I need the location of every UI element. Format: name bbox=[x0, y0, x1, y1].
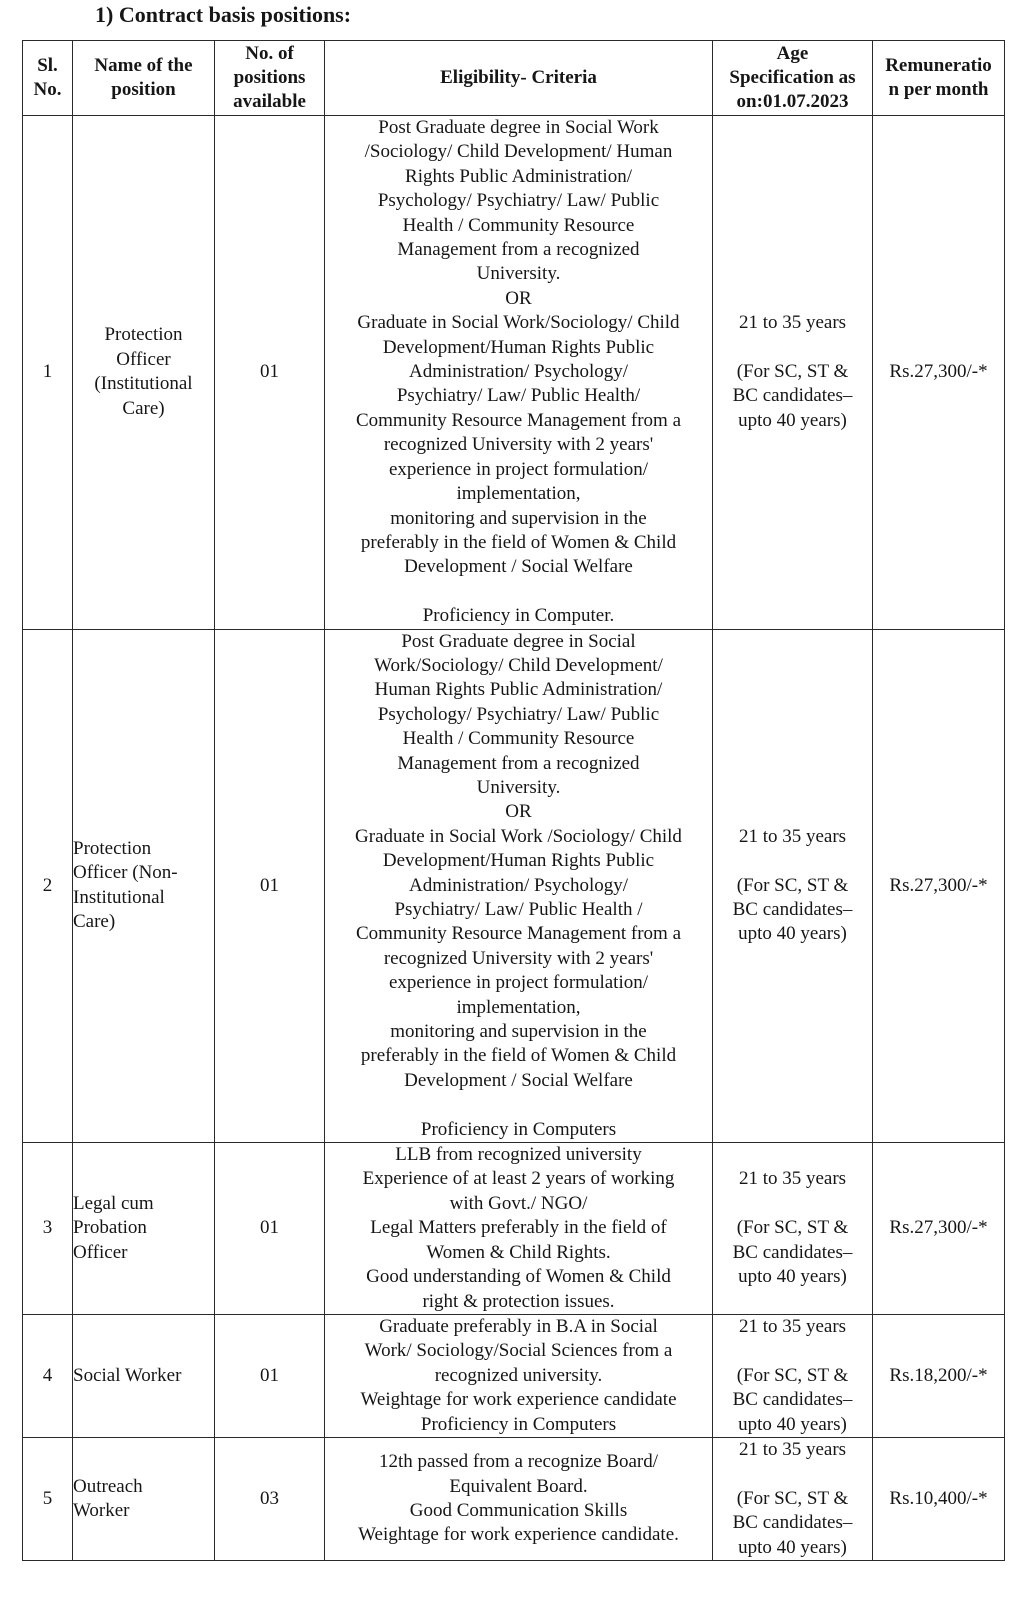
row-age: 21 to 35 years (For SC, ST & BC candidates– upto 40 years) bbox=[713, 629, 873, 1143]
row-sl-no: 3 bbox=[23, 1143, 73, 1315]
row-remuneration: Rs.27,300/-* bbox=[873, 1143, 1005, 1315]
row-age: 21 to 35 years (For SC, ST & BC candidates– upto 40 years) bbox=[713, 1143, 873, 1315]
col-header-sl-no: Sl. No. bbox=[23, 41, 73, 116]
row-position-name: Legal cum Probation Officer bbox=[73, 1143, 215, 1315]
table-row bbox=[23, 1143, 1005, 1315]
col-header-age: Age Specification as on:01.07.2023 bbox=[713, 41, 873, 116]
row-position-name: Outreach Worker bbox=[73, 1437, 215, 1560]
positions-table bbox=[22, 40, 1005, 1561]
col-header-eligibility: Eligibility- Criteria bbox=[325, 41, 713, 116]
row-positions-available: 01 bbox=[215, 116, 325, 630]
row-age: 21 to 35 years (For SC, ST & BC candidates– upto 40 years) bbox=[713, 1437, 873, 1560]
table-row bbox=[23, 629, 1005, 1143]
row-position-name: Protection Officer (Institutional Care) bbox=[73, 116, 215, 630]
row-eligibility: Post Graduate degree in Social Work/Sociology/ Child Development/ Human Rights Public Administration/ Psychology/ Psychiatry/ Law/ Public Health / Community Resource Management from a recognized University. OR Graduate in Social Work /Sociology/ Child Development/Human Rights Public Administration/ Psychology/ Psychiatry/ Law/ Public Health / Community Resource Management from a recognized University with 2 years' experience in project formulation/ implementation, monitoring and supervision in the preferably in the field of Women & Child Development / Social Welfare Proficiency in Computers bbox=[325, 629, 713, 1143]
table-row bbox=[23, 1314, 1005, 1437]
col-header-positions-available: No. of positions available bbox=[215, 41, 325, 116]
row-remuneration: Rs.10,400/-* bbox=[873, 1437, 1005, 1560]
row-positions-available: 03 bbox=[215, 1437, 325, 1560]
row-positions-available: 01 bbox=[215, 1143, 325, 1315]
col-header-remuneration: Remuneratio n per month bbox=[873, 41, 1005, 116]
row-remuneration: Rs.27,300/-* bbox=[873, 629, 1005, 1143]
row-eligibility: Graduate preferably in B.A in Social Work/ Sociology/Social Sciences from a recognized university. Weightage for work experience candidate Proficiency in Computers bbox=[325, 1314, 713, 1437]
row-remuneration: Rs.18,200/-* bbox=[873, 1314, 1005, 1437]
row-positions-available: 01 bbox=[215, 629, 325, 1143]
page-heading: 1) Contract basis positions: bbox=[95, 2, 352, 27]
row-sl-no: 2 bbox=[23, 629, 73, 1143]
table-row bbox=[23, 1437, 1005, 1560]
row-sl-no: 4 bbox=[23, 1314, 73, 1437]
row-age: 21 to 35 years (For SC, ST & BC candidates– upto 40 years) bbox=[713, 1314, 873, 1437]
table-header-row bbox=[23, 41, 1005, 116]
row-remuneration: Rs.27,300/-* bbox=[873, 116, 1005, 630]
row-eligibility: 12th passed from a recognize Board/ Equivalent Board. Good Communication Skills Weightage for work experience candidate. bbox=[325, 1437, 713, 1560]
row-eligibility: LLB from recognized university Experience of at least 2 years of working with Govt./ NGO/ Legal Matters preferably in the field of Women & Child Rights. Good understanding of Women & Child right & protection issues. bbox=[325, 1143, 713, 1315]
table-row bbox=[23, 116, 1005, 630]
row-sl-no: 1 bbox=[23, 116, 73, 630]
row-position-name: Protection Officer (Non- Institutional Care) bbox=[73, 629, 215, 1143]
row-positions-available: 01 bbox=[215, 1314, 325, 1437]
row-eligibility: Post Graduate degree in Social Work /Sociology/ Child Development/ Human Rights Public Administration/ Psychology/ Psychiatry/ Law/ Public Health / Community Resource Management from a recognized University. OR Graduate in Social Work/Sociology/ Child Development/Human Rights Public Administration/ Psychology/ Psychiatry/ Law/ Public Health/ Community Resource Management from a recognized University with 2 years' experience in project formulation/ implementation, monitoring and supervision in the preferably in the field of Women & Child Development / Social Welfare Proficiency in Computer. bbox=[325, 116, 713, 630]
row-sl-no: 5 bbox=[23, 1437, 73, 1560]
row-position-name: Social Worker bbox=[73, 1314, 215, 1437]
col-header-position-name: Name of the position bbox=[73, 41, 215, 116]
row-age: 21 to 35 years (For SC, ST & BC candidates– upto 40 years) bbox=[713, 116, 873, 630]
